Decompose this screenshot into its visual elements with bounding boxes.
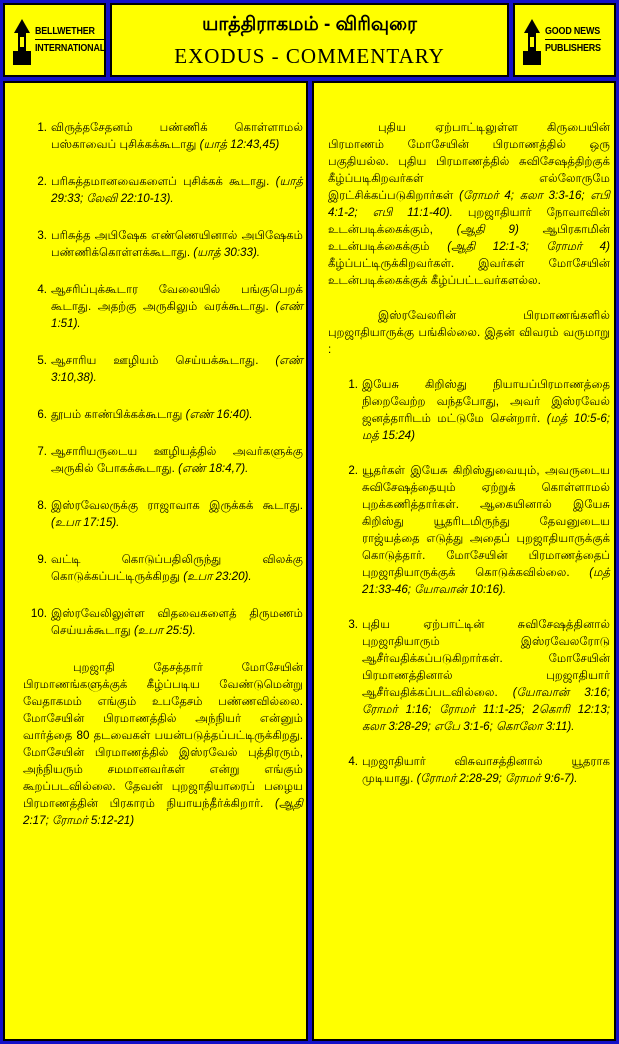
item-number: 3.	[37, 229, 47, 242]
list-item	[23, 173, 303, 207]
item-ref: (மத் 10:5-6; மத் 15:24)	[362, 412, 610, 442]
item-text: யூதர்கள் இயேசு கிறிஸ்துவையும், அவருடைய சுவிசேஷத்தையும் ஏற்றுக் கொள்ளாமல் புறக்கணித்தார்கள். ஆகையினால் இயேசு கிறிஸ்து யூதரிடமிருந்து தேவனுடைய ராஜ்யத்தை எடுத்து அதைப் புறஜாதியாருக்குக் கொடுத்தார். மோசேயின் பிரமாணத்தைப் புறஜாதியாருக்குக் கொடுக்கவில்லை.	[362, 464, 610, 579]
good-news-logo-box	[513, 3, 616, 77]
left-list	[23, 119, 303, 639]
item-number: 5.	[37, 354, 47, 367]
item-text: ஆசாரியருடைய ஊழியத்தில் அவர்களுக்கு அருகில் போகக்கூடாது.	[51, 445, 303, 475]
right-logo-line2: PUBLISHERS	[545, 42, 601, 54]
bellwether-logo	[11, 15, 106, 69]
item-ref: (யாத் 30:33).	[193, 246, 261, 259]
item-ref: (மத் 21:33-46; யோவான் 10:16).	[362, 566, 610, 596]
list-item	[338, 753, 610, 787]
item-ref: (உபா 25:5).	[133, 624, 196, 637]
item-text: இயேசு கிறிஸ்து நியாயப்பிரமாணத்தை நிறைவேற்ற வந்தபோது, அவர் இஸ்ரவேல் ஜனத்தாரிடம் மட்டுமே சென்றார்.	[362, 378, 610, 425]
good-news-emblem-icon	[521, 17, 543, 67]
list-item	[23, 119, 303, 153]
item-text: புறஜாதியார் விசுவாசத்தினால் யூதராக முடியாது.	[362, 755, 610, 785]
item-number: 1.	[348, 378, 358, 391]
item-text: பரிசுத்தமானவைகளைப் புசிக்கக் கூடாது.	[51, 175, 276, 188]
right-list	[338, 376, 610, 787]
list-item	[23, 281, 303, 332]
item-number: 7.	[37, 445, 47, 458]
item-ref: (எண் 16:40).	[185, 408, 253, 421]
list-item	[23, 551, 303, 585]
item-ref: (எண் 3:10,38).	[51, 354, 303, 384]
item-text: வட்டி கொடுப்பதிலிருந்து விலக்கு கொடுக்கப்பட்டிருக்கிறது	[51, 553, 303, 583]
right-paragraph-2: இஸ்ரவேலரின் பிரமாணங்களில் புறஜாதியாருக்கு பங்கில்லை. இதன் விவரம் வருமாறு :	[328, 309, 610, 356]
title-english: EXODUS - COMMENTARY	[174, 44, 445, 68]
list-item	[23, 605, 303, 639]
item-text: இஸ்ரவேலிலுள்ள விதவைகளைத் திருமணம் செய்யக்கூடாது	[51, 607, 303, 637]
left-logo-line1: BELLWETHER	[35, 23, 105, 40]
paragraph-text: புறஜாதி தேசத்தார் மோசேயின் பிரமாணங்களுக்குக் கீழ்ப்படிய வேண்டுமென்று வேதாகமம் எங்கும் உபதேசம் பண்ணவில்லை. மோசேயின் பிரமாணத்தில் அந்நியர் என்னும் வார்த்தை 80 தடவைகள் பயன்படுத்தப்பட்டிருக்கிறது. மோசேயின் பிரமாணத்தில் இஸ்ரவேல் புத்திரரும், அந்நியரும் சமமானவர்கள் என்று எங்கும் கூறப்படவில்லை. தேவன் புறஜாதியாரைப் பழைய பிரமாணத்தின் பிரகாரம் நியாயந்தீர்க்கிறார்.	[23, 661, 303, 810]
list-item	[23, 497, 303, 531]
item-ref: (யாத் 29:33; லேவி 22:10-13).	[51, 175, 303, 205]
item-number: 4.	[348, 755, 358, 768]
item-ref: (உபா 23:20).	[183, 570, 252, 583]
item-number: 6.	[37, 408, 47, 421]
right-logo-line1: GOOD NEWS	[545, 23, 601, 40]
item-text: பரிசுத்த அபிஷேக எண்ணெயினால் அபிஷேகம் பண்ணிக்கொள்ளக்கூடாது.	[51, 229, 303, 259]
item-ref: (யாத் 12:43,45)	[199, 138, 280, 151]
right-paragraph-1	[328, 119, 610, 289]
item-text: புதிய ஏற்பாட்டின் சுவிசேஷத்தினால் புறஜாதியாரும் இஸ்ரவேலரோடு ஆசீர்வதிக்கப்படுகிறார்கள். மோசேயின் பிரமாணத்தினால் புறஜாதியார் ஆசீர்வதிக்கப்படவில்லை.	[362, 618, 610, 699]
item-number: 2.	[37, 175, 47, 188]
item-number: 3.	[348, 618, 358, 631]
item-text: ஆசாரிய ஊழியம் செய்யக்கூடாது.	[51, 354, 276, 367]
left-column-content	[23, 119, 303, 847]
list-item	[23, 443, 303, 477]
good-news-logo	[521, 15, 611, 69]
item-text: ஆசரிப்புக்கூடார வேலையில் பங்குபெறக் கூடாது. அதற்கு அருகிலும் வரக்கூடாது.	[51, 283, 303, 313]
item-number: 1.	[37, 121, 47, 134]
right-column-content	[328, 119, 610, 805]
bellwether-logo-box	[3, 3, 106, 77]
list-item	[23, 406, 303, 423]
paragraph-ref: (ஆதி 12:1-3; ரோமர் 4)	[447, 240, 610, 253]
item-number: 9.	[37, 553, 47, 566]
item-ref: (ரோமர் 2:28-29; ரோமர் 9:6-7).	[416, 772, 578, 785]
paragraph-ref: (ரோமர் 4; கலா 3:3-16; எபி 4:1-2; எபி 11:1-40).	[328, 189, 610, 219]
item-ref: (எண் 1:51).	[51, 300, 303, 330]
left-logo-line2: INTERNATIONAL	[35, 42, 106, 54]
paragraph-text: புறஜாதியார் நோவாவின் உடன்படிக்கைக்கும்,	[328, 206, 610, 236]
item-ref: (யோவான் 3:16; ரோமர் 1:16; ரோமர் 11:1-25; 2கொரி 12:13; கலா 3:28-29; எபே 3:1-6; கொலோ 3:11).	[362, 686, 610, 733]
left-column	[3, 81, 308, 1041]
item-text: தூபம் காண்பிக்கக்கூடாது	[51, 408, 186, 421]
left-paragraph	[23, 659, 303, 829]
paragraph-ref: (ஆதி 9)	[456, 223, 519, 236]
paragraph-text: புதிய ஏற்பாட்டிலுள்ள கிருபையின் பிரமாணம் மோசேயின் பிரமாணத்தில் ஒரு பகுதியல்ல. புதிய பிரமாணத்தில் சுவிசேஷத்திற்குக் கீழ்ப்படிகிறவர்கள் எல்லோருமே இரட்சிக்கப்படுகிறார்கள்	[328, 121, 610, 202]
item-text: விருத்தசேதனம் பண்ணிக் கொள்ளாமல் பஸ்காவைப் புசிக்கக்கூடாது	[51, 121, 303, 151]
item-number: 10.	[30, 607, 47, 620]
item-number: 8.	[37, 499, 47, 512]
list-item	[23, 227, 303, 261]
item-ref: (உபா 17:15).	[51, 516, 120, 529]
paragraph-text: ஆபிரகாமின் உடன்படிக்கைக்கும்	[328, 223, 610, 253]
list-item	[338, 616, 610, 735]
paragraph-text: கீழ்ப்பட்டிருக்கிறவர்கள். இவர்கள் மோசேயின் உடன்படிக்கைக்குக் கீழ்ப்பட்டவர்களல்ல.	[328, 257, 610, 287]
list-item	[338, 376, 610, 444]
list-item	[23, 352, 303, 386]
item-ref: (எண் 18:4,7).	[178, 462, 249, 475]
title-tamil: யாத்திராகமம் - விரிவுரை	[202, 14, 417, 35]
item-number: 4.	[37, 283, 47, 296]
right-column	[312, 81, 616, 1041]
list-item	[338, 462, 610, 598]
item-number: 2.	[348, 464, 358, 477]
item-text: இஸ்ரவேலருக்கு ராஜாவாக இருக்கக் கூடாது.	[51, 499, 303, 512]
bellwether-emblem-icon	[11, 17, 33, 67]
paragraph-ref: (ஆதி 2:17; ரோமர் 5:12-21)	[23, 797, 303, 827]
header-title-box	[110, 3, 509, 77]
